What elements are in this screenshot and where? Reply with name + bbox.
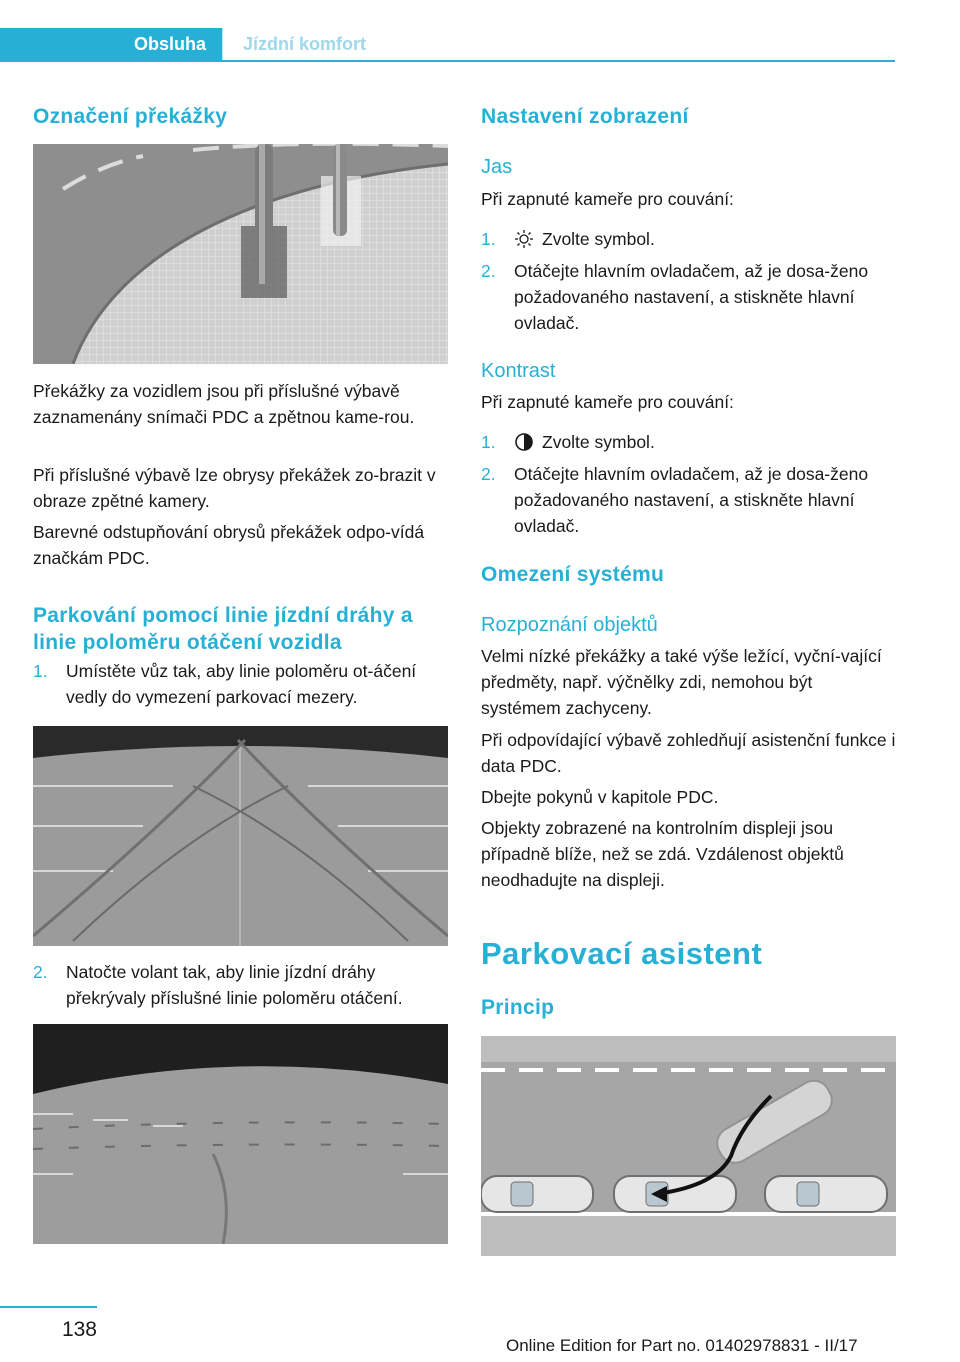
page-number-rule [0,1306,97,1308]
step-text: Umístěte vůz tak, aby linie poloměru ot‐áčení vedly do vymezení parkovací mezery. [66,661,417,707]
heading-display-settings: Nastavení zobrazení [481,105,689,128]
step-text: Otáčejte hlavním ovladačem, až je dosa‐ženo požadovaného nastavení, a stiskněte hlavní ovladač. [514,261,869,333]
heading-parking-lines [33,602,413,656]
step-number: 1. [481,229,496,249]
tab-jizdni-komfort-label: Jízdní komfort [243,33,367,54]
contrast-intro: Při zapnuté kameře pro couvání: [481,392,734,412]
figure-parking-principle [481,1036,896,1256]
brightness-intro: Při zapnuté kameře pro couvání: [481,189,734,209]
heading-brightness: Jas [481,156,513,178]
detection-para-4: Objekty zobrazené na kontrolním displeji jsou případně blíže, než se zdá. Vzdálenost objektů neodhadujte na displeji. [481,818,844,890]
header-tabs [0,28,895,62]
figure-obstacle-marking [33,144,448,364]
edition-footer: Online Edition for Part no. 01402978831 - II/17 [506,1336,858,1355]
page-number: 138 [61,1318,97,1341]
parking-step-2 [33,959,448,1011]
parking-step-1 [33,658,448,710]
contrast-step-2 [481,461,896,539]
tab-obsluha[interactable] [0,28,222,60]
step-number: 1. [481,432,496,452]
heading-principle: Princip [481,996,555,1019]
figure-lines-overlap [33,1024,448,1244]
step-text: Natočte volant tak, aby linie jízdní dráhy překrývaly příslušné linie poloměru otáčení. [66,962,403,1008]
heading-object-detection: Rozpoznání objektů [481,614,658,636]
step-text: Zvolte symbol. [542,229,655,249]
step-number: 2. [481,261,496,281]
detection-para-2: Při odpovídající výbavě zohledňují asistenční funkce i data PDC. [481,730,896,776]
obstacle-para-1: Překážky za vozidlem jsou při příslušné výbavě zaznamenány snímači PDC a zpětnou kame‐rou. [33,381,415,427]
heading-parking-lines-2: linie poloměru otáčení vozidla [33,631,342,654]
step-text: Otáčejte hlavním ovladačem, až je dosa‐ženo požadovaného nastavení, a stiskněte hlavní ovladač. [514,464,869,536]
step-number: 1. [33,661,48,681]
step-number: 2. [481,464,496,484]
brightness-step-2 [481,258,896,336]
sun-icon [514,229,534,256]
step-number: 2. [33,962,48,982]
brightness-step-1 [481,226,896,252]
detection-para-3: Dbejte pokynů v kapitole PDC. [481,787,719,807]
tab-obsluha-label: Obsluha [133,33,206,54]
detection-para-1: Velmi nízké překážky a také výše ležící, vyční‐vající předměty, např. výčnělky zdi, nemohou být systémem zachyceny. [481,646,882,718]
heading-parking-assistant: Parkovací asistent [481,936,763,971]
heading-system-limits: Omezení systému [481,563,665,586]
tab-jizdni-komfort[interactable] [222,28,522,60]
contrast-step-1 [481,429,896,455]
figure-turning-radius [33,726,448,946]
contrast-icon [514,432,534,459]
heading-contrast: Kontrast [481,360,556,382]
heading-obstacle: Označení překážky [33,105,228,128]
heading-parking-lines-1: Parkování pomocí linie jízdní dráhy a [33,604,413,627]
obstacle-para-3: Barevné odstupňování obrysů překážek odpo‐vídá značkám PDC. [33,522,425,568]
obstacle-para-2: Při příslušné výbavě lze obrysy překážek zo‐brazit v obraze zpětné kamery. [33,465,436,511]
step-text: Zvolte symbol. [542,432,655,452]
